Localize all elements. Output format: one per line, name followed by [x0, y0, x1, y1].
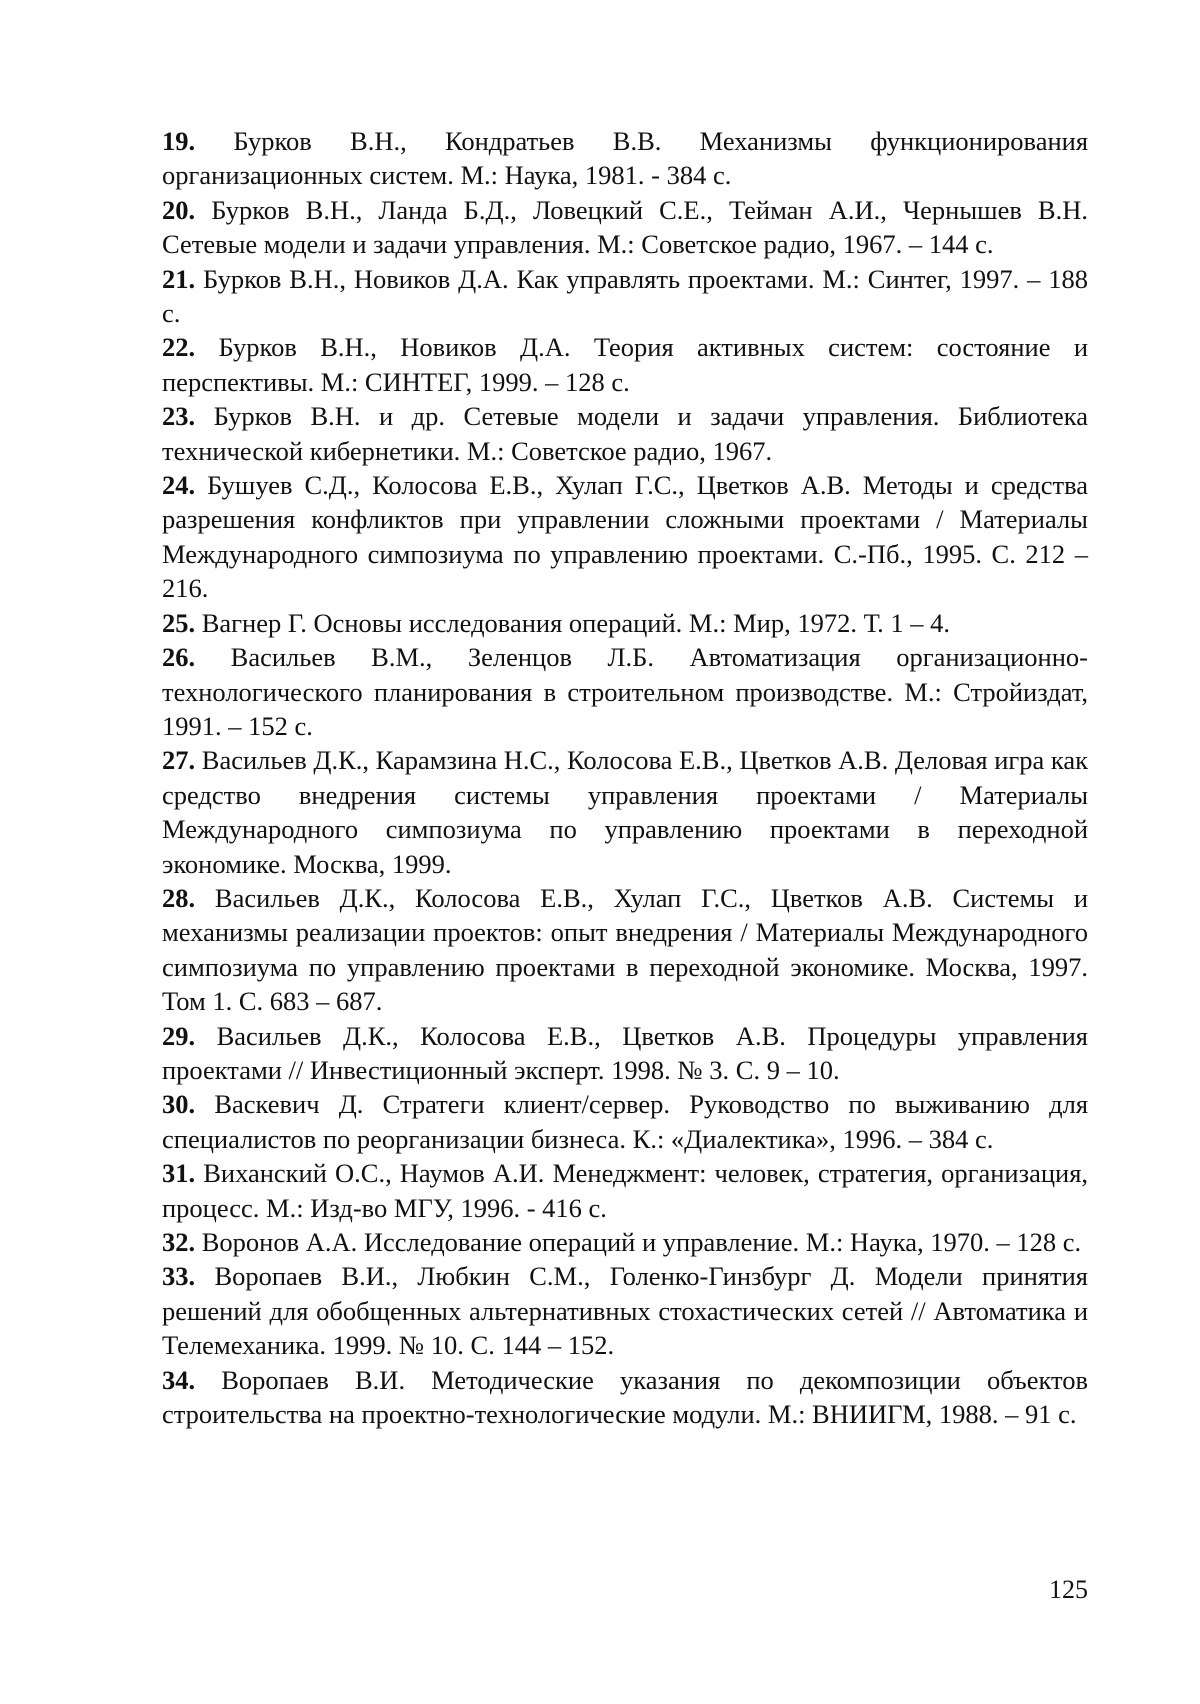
reference-number: 20.	[162, 194, 196, 225]
reference-number: 21.	[162, 263, 196, 294]
reference-item-26	[162, 640, 1088, 743]
reference-number: 33.	[162, 1261, 196, 1292]
reference-item-29	[162, 1019, 1088, 1088]
reference-number: 19.	[162, 126, 196, 156]
reference-number: 32.	[162, 1227, 196, 1257]
reference-item-31	[162, 1156, 1088, 1225]
reference-text: Бурков В.Н., Новиков Д.А. Теория активных систем: состояние и перспективы. М.: СИНТЕГ, 1999. – 128 с.	[162, 332, 1088, 397]
reference-text: Бурков В.Н. и др. Сетевые модели и задачи управления. Библиотека технической кибернетики. М.: Советское радио, 1967.	[162, 401, 1088, 466]
reference-number: 29.	[162, 1020, 196, 1051]
reference-text: Виханский О.С., Наумов А.И. Менеджмент: человек, стратегия, организация, процесс. М.: Изд-во МГУ, 1996. - 416 с.	[162, 1158, 1089, 1223]
reference-number: 34.	[162, 1364, 196, 1395]
reference-text: Бурков В.Н., Новиков Д.А. Как управлять проектами. М.: Синтег, 1997. – 188 с.	[162, 263, 1089, 329]
reference-text: Васильев Д.К., Колосова Е.В., Хулап Г.С., Цветков А.В. Системы и механизмы реализации проектов: опыт внедрения / Материалы Международного симпозиума по управлению проектами в переходной экономике. Москва, 1997. Том 1. С. 683 – 687.	[162, 882, 1088, 1017]
reference-text: Васкевич Д. Стратеги клиент/сервер. Руководство по выживанию для специалистов по реорганизации бизнеса. К.: «Диалектика», 1996. – 384 с.	[162, 1089, 1089, 1154]
reference-text: Бурков В.Н., Кондратьев В.В. Механизмы функционирования организационных систем. М.: Наука, 1981. - 384 с.	[162, 126, 1089, 191]
reference-item-34	[162, 1363, 1088, 1432]
reference-text: Васильев Д.К., Колосова Е.В., Цветков А.В. Процедуры управления проектами // Инвестиционный эксперт. 1998. № 3. С. 9 – 10.	[162, 1020, 1088, 1085]
reference-item-32	[162, 1225, 1088, 1259]
reference-item-25	[162, 606, 1088, 640]
reference-number: 24.	[162, 470, 196, 501]
reference-number: 28.	[162, 882, 196, 913]
reference-list	[162, 124, 1088, 1431]
reference-item-21	[162, 262, 1088, 331]
reference-item-20	[162, 193, 1088, 262]
reference-item-19	[162, 124, 1088, 193]
reference-number: 25.	[162, 607, 196, 638]
page-number: 125	[1049, 1575, 1088, 1604]
reference-number: 26.	[162, 642, 196, 673]
reference-text: Бушуев С.Д., Колосова Е.В., Хулап Г.С., Цветков А.В. Методы и средства разрешения конфликтов при управлении сложными проектами / Материалы Международного симпозиума по управлению проектами. С.-Пб., 1995. С. 212 – 216.	[162, 470, 1089, 604]
reference-text: Воропаев В.И. Методические указания по декомпозиции объектов строительства на проектно-технологические модули. М.: ВНИИГМ, 1988. – 91 с.	[162, 1364, 1088, 1430]
reference-number: 31.	[162, 1158, 196, 1189]
reference-text: Васильев В.М., Зеленцов Л.Б. Автоматизация организационно-технологического планирования в строительном производстве. М.: Стройиздат, 1991. – 152 с.	[162, 642, 1088, 741]
reference-item-28	[162, 881, 1088, 1019]
reference-item-33	[162, 1259, 1088, 1362]
reference-text: Вагнер Г. Основы исследования операций. М.: Мир, 1972. Т. 1 – 4.	[201, 607, 950, 638]
reference-item-27	[162, 743, 1088, 881]
reference-item-24	[162, 468, 1088, 606]
reference-item-22	[162, 330, 1088, 399]
reference-number: 23.	[162, 401, 196, 432]
reference-item-30	[162, 1087, 1088, 1156]
reference-item-23	[162, 399, 1088, 468]
reference-text: Бурков В.Н., Ланда Б.Д., Ловецкий С.Е., Тейман А.И., Чернышев В.Н. Сетевые модели и задачи управления. М.: Советское радио, 1967. – 144 с.	[162, 194, 1088, 260]
reference-text: Васильев Д.К., Карамзина Н.С., Колосова Е.В., Цветков А.В. Деловая игра как средство внедрения системы управления проектами / Материалы Международного симпозиума по управлению проектами в переходной экономике. Москва, 1999.	[162, 745, 1089, 879]
reference-text: Воропаев В.И., Любкин С.М., Голенко-Гинзбург Д. Модели принятия решений для обобщенных альтернативных стохастических сетей // Автоматика и Телемеханика. 1999. № 10. С. 144 – 152.	[162, 1261, 1088, 1361]
reference-text: Воронов А.А. Исследование операций и управление. М.: Наука, 1970. – 128 с.	[201, 1227, 1082, 1257]
reference-number: 22.	[162, 332, 196, 363]
reference-number: 30.	[162, 1089, 196, 1120]
reference-number: 27.	[162, 745, 196, 776]
